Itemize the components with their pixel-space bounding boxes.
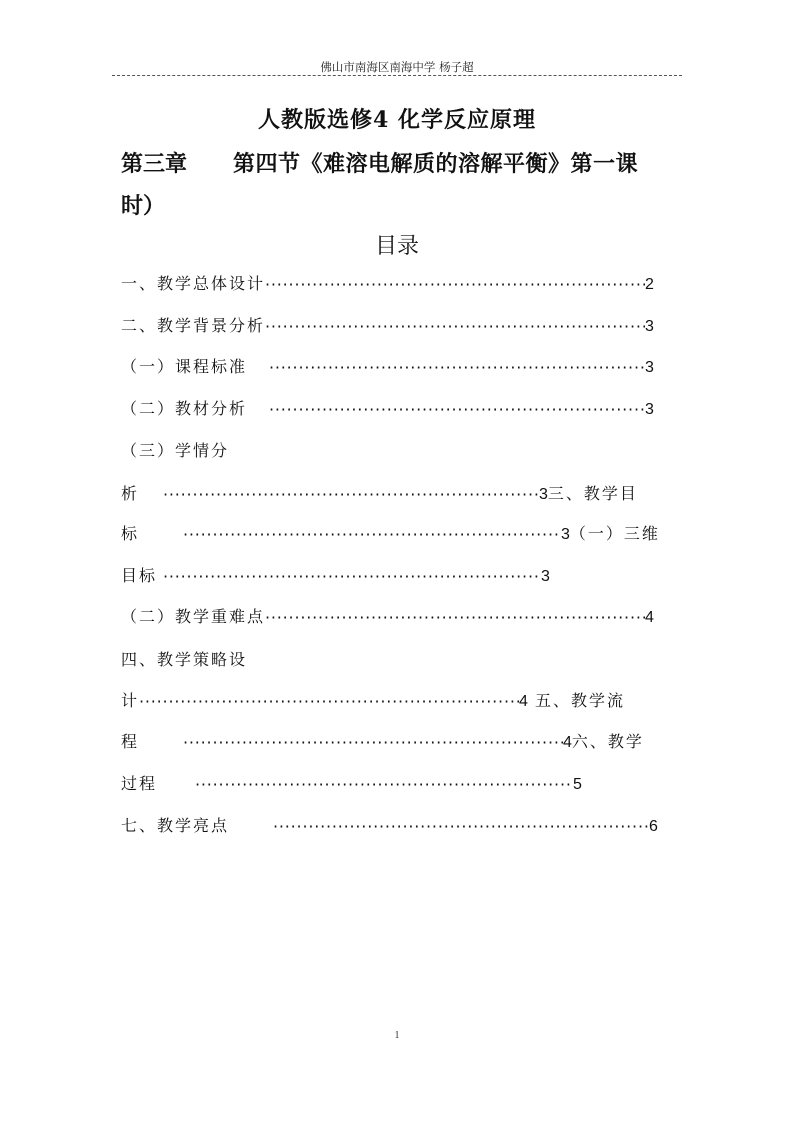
toc-page-number: 4 [645, 609, 654, 626]
toc-entry[interactable] [121, 691, 625, 712]
page-header: 佛山市南海区南海中学 杨子超 [320, 60, 474, 74]
toc-entry[interactable] [121, 566, 550, 587]
toc-entry[interactable] [121, 274, 654, 295]
document-title: 人教版选修4 化学反应原理 [258, 107, 536, 133]
toc-leader-dots [273, 817, 649, 837]
toc-entry-label: 一、教学总体设计 [121, 274, 266, 293]
toc-page-number: 3 [541, 568, 550, 585]
toc-entry[interactable] [121, 316, 654, 337]
header-divider [112, 75, 682, 76]
toc-entry-label: （一）课程标准 [121, 357, 248, 376]
toc-entry[interactable] [121, 357, 654, 378]
toc-leader-dots [183, 525, 561, 545]
toc-entry-label: 过程 [121, 774, 158, 793]
toc-entry-label: 七、教学亮点 [121, 816, 230, 835]
toc-page-number: 4 [519, 693, 528, 710]
toc-entry-label: 六、教学 [571, 732, 644, 751]
toc-entry-label: （二）教材分析 [121, 399, 248, 418]
toc-entry[interactable] [121, 399, 654, 420]
toc-leader-dots [265, 317, 645, 337]
toc-leader-dots [139, 692, 519, 712]
toc-entry-label: 程 [121, 732, 140, 751]
section-title-continued: 时） [121, 193, 166, 219]
toc-entry[interactable] [121, 607, 654, 628]
toc-entry-label: 析 [121, 484, 140, 503]
toc-leader-dots [269, 400, 645, 420]
toc-entry-label: （一）三维 [569, 524, 660, 543]
toc-leader-dots [183, 733, 563, 753]
toc-entry[interactable] [121, 484, 638, 505]
toc-entry[interactable] [121, 524, 660, 545]
toc-entry-label: 三、教学目 [547, 484, 638, 503]
section-title: 第四节《难溶电解质的溶解平衡》第一课 [233, 151, 639, 177]
toc-entry-label: 四、教学策略设 [121, 650, 248, 669]
toc-entry[interactable] [121, 816, 658, 837]
toc-entry-label: 计 [121, 691, 140, 710]
toc-entry[interactable] [121, 650, 247, 670]
toc-page-number: 3 [539, 486, 548, 503]
toc-leader-dots [163, 567, 541, 587]
toc-entry-label: 二、教学背景分析 [121, 316, 266, 335]
chapter-label: 第三章 [121, 151, 188, 177]
toc-page-number: 3 [645, 318, 654, 335]
toc-heading: 目录 [374, 234, 419, 259]
toc-page-number: 3 [645, 359, 654, 376]
toc-entry[interactable] [121, 774, 582, 795]
toc-page-number: 4 [563, 734, 572, 751]
toc-page-number: 3 [561, 526, 570, 543]
toc-page-number: 3 [645, 401, 654, 418]
toc-page-number: 2 [645, 276, 654, 293]
chapter-title [121, 147, 639, 178]
toc-entry-label: 五、教学流 [527, 691, 626, 710]
toc-leader-dots [195, 775, 573, 795]
toc-leader-dots [265, 275, 645, 295]
toc-entry-label: （二）教学重难点 [121, 607, 266, 626]
toc-leader-dots [269, 358, 645, 378]
toc-entry-label: 目标 [121, 566, 158, 585]
toc-entry-label: （三）学情分 [121, 441, 230, 460]
toc-leader-dots [265, 608, 645, 628]
toc-leader-dots [163, 485, 539, 505]
toc-page-number: 6 [649, 818, 658, 835]
toc-entry[interactable] [121, 441, 229, 461]
toc-page-number: 5 [573, 776, 582, 793]
page-number-footer: 1 [394, 1030, 400, 1041]
toc-entry-label: 标 [121, 524, 140, 543]
toc-entry[interactable] [121, 732, 644, 753]
